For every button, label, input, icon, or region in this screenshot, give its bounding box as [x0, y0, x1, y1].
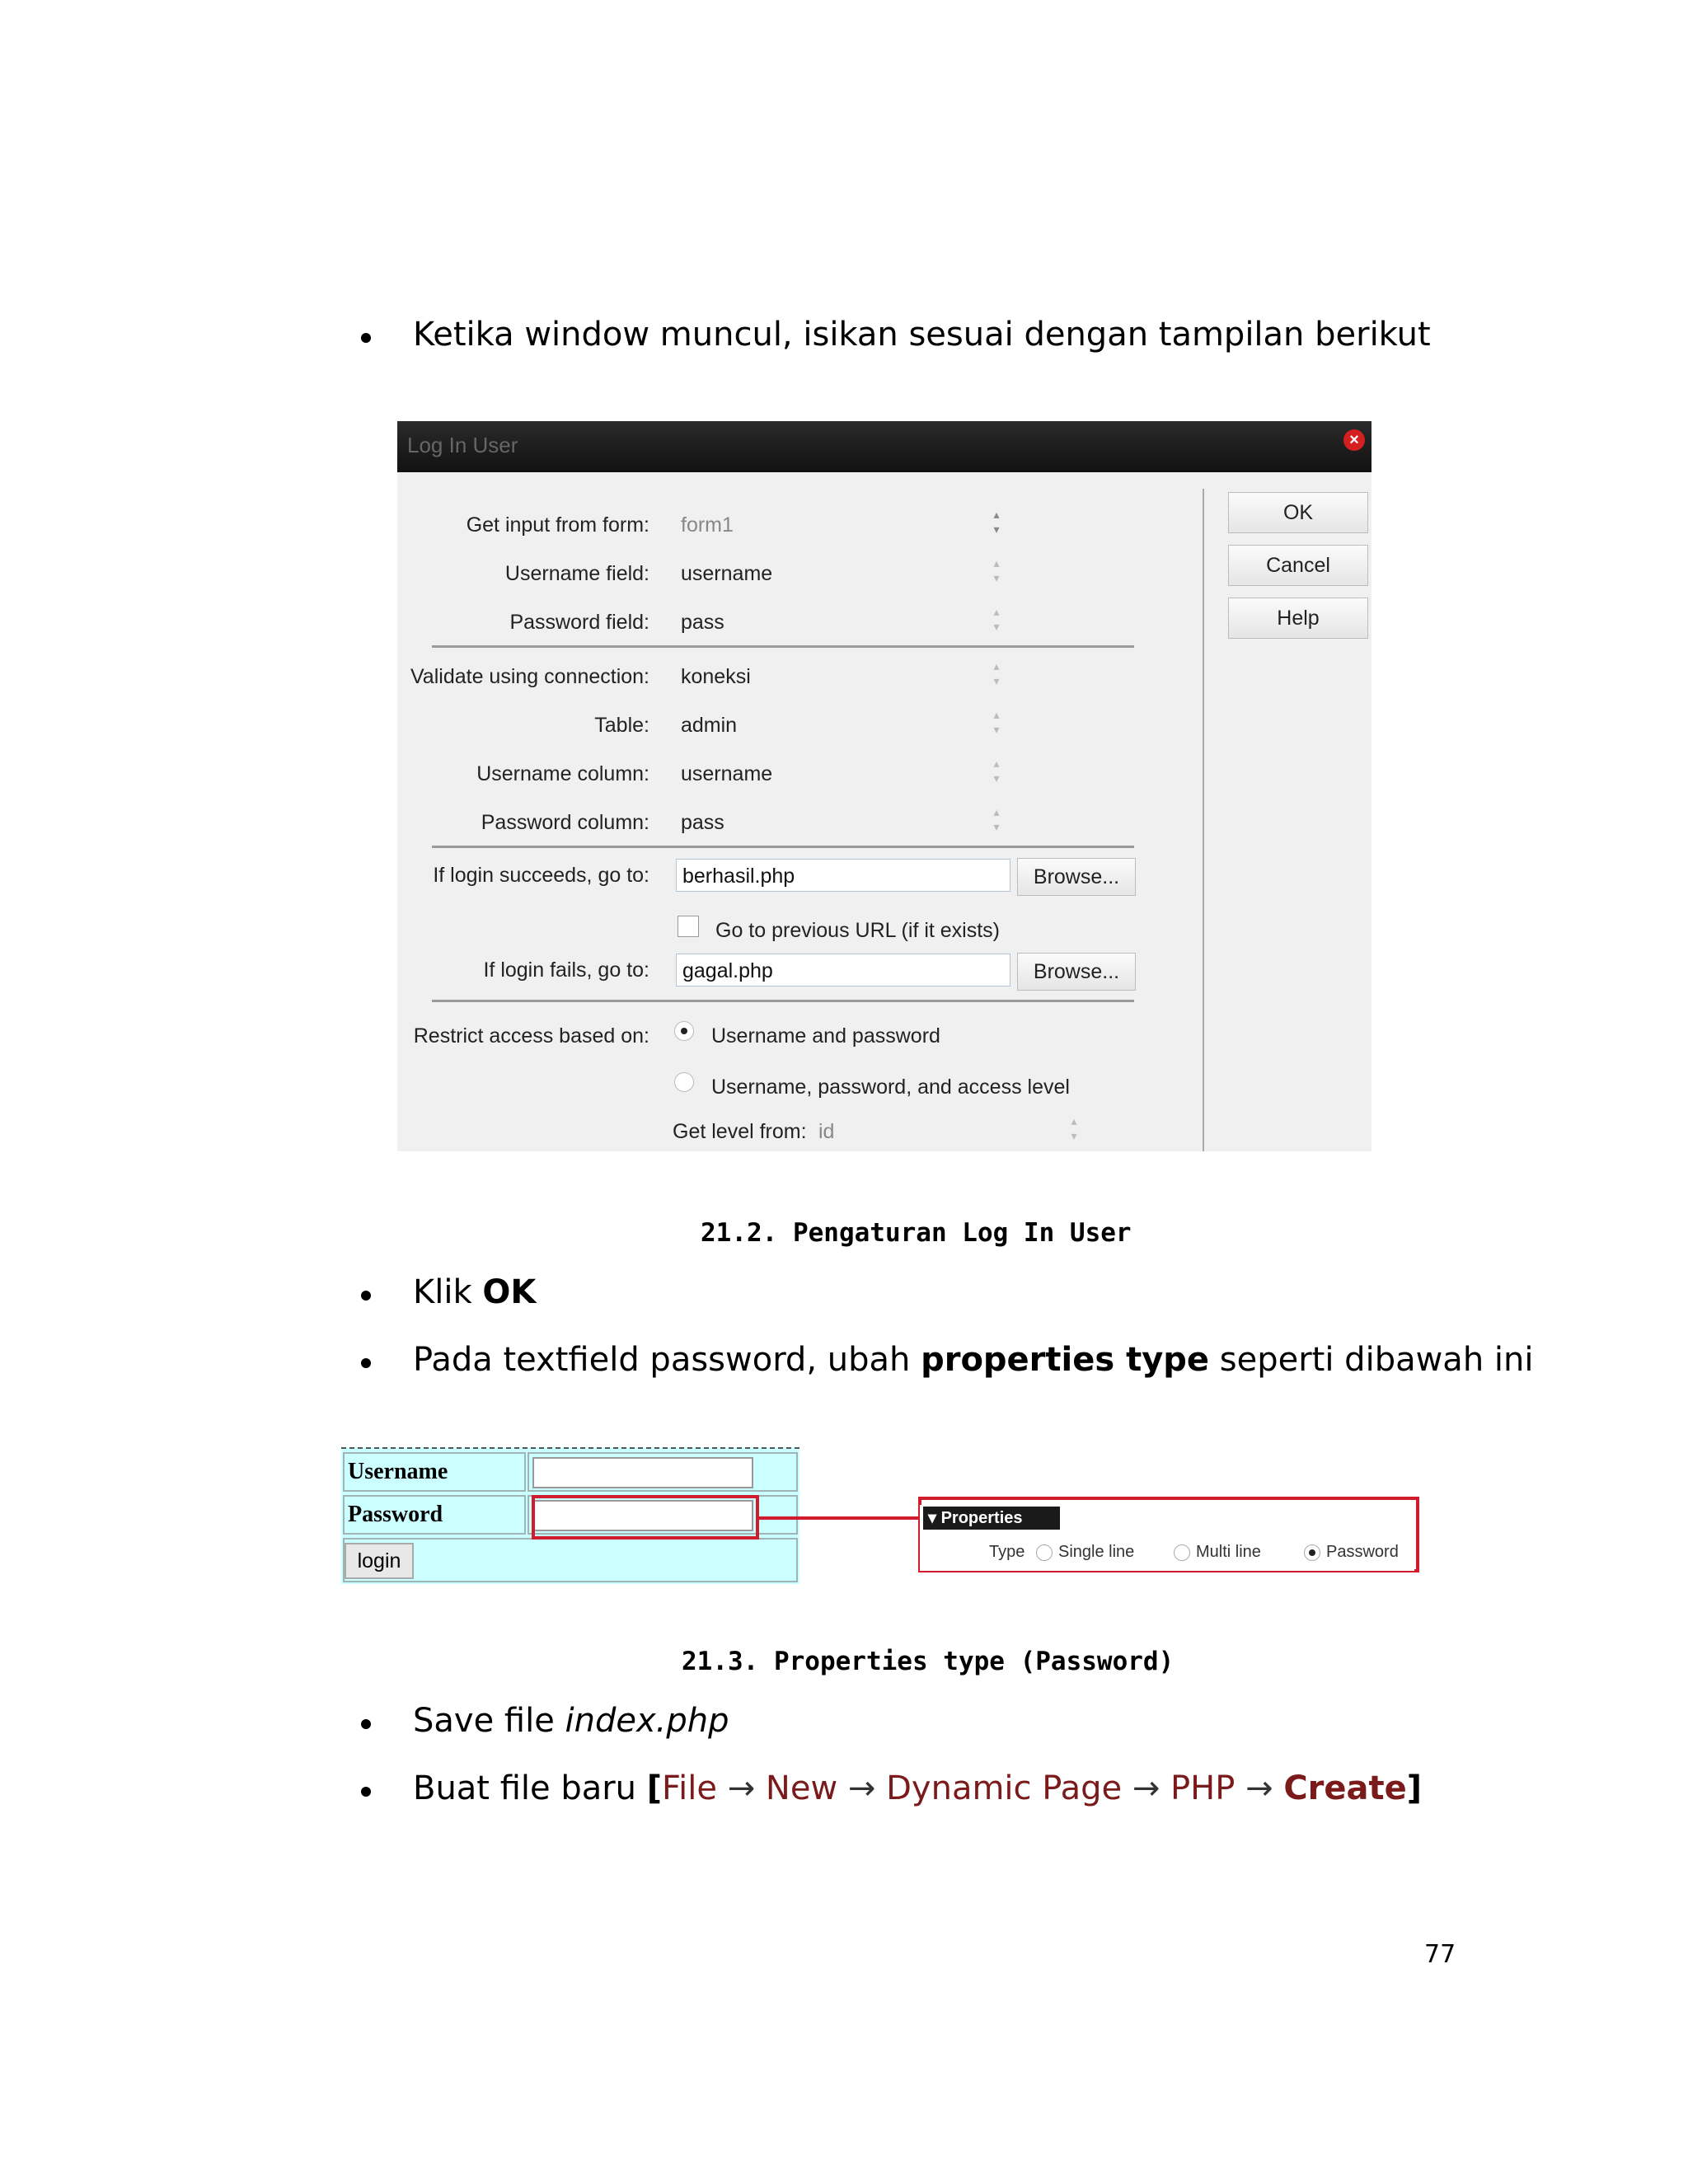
bullet-dot [361, 1291, 371, 1301]
value-password-column[interactable]: pass [681, 811, 724, 834]
label-previous-url: Go to previous URL (if it exists) [715, 919, 1001, 942]
properties-panel [920, 1505, 1414, 1571]
radio-username-password[interactable] [674, 1021, 694, 1041]
radio-single-line[interactable] [1036, 1544, 1053, 1561]
help-button[interactable]: Help [1228, 598, 1368, 639]
username-input[interactable] [532, 1457, 753, 1488]
vertical-divider [1203, 489, 1204, 1151]
connector-line [759, 1516, 921, 1520]
arrow-icon: → [1245, 1769, 1273, 1807]
success-url-input[interactable]: berhasil.php [676, 859, 1010, 892]
bracket-open: [ [646, 1769, 663, 1807]
dialog-titlebar [397, 421, 1372, 472]
page-number: 77 [1424, 1940, 1456, 1969]
bracket-close: ] [1406, 1769, 1423, 1807]
spinner-icon[interactable]: ▴ ▾ [993, 805, 1000, 833]
bullet-text [413, 1273, 537, 1311]
text-prefix: Pada textfield password, ubah [413, 1341, 921, 1379]
spinner-icon[interactable]: ▴ ▾ [993, 508, 1000, 536]
divider [432, 645, 1134, 648]
type-label: Type [989, 1543, 1025, 1561]
previous-url-checkbox[interactable] [678, 916, 699, 937]
bullet-text [413, 1341, 1534, 1379]
divider [432, 846, 1134, 848]
text-filename: index.php [565, 1702, 729, 1740]
ok-button[interactable]: OK [1228, 492, 1368, 533]
bullet-dot [361, 1787, 371, 1797]
text-prefix: Save file [413, 1702, 565, 1740]
label-password: Password [1326, 1543, 1399, 1561]
close-icon[interactable]: × [1343, 429, 1365, 451]
username-label: Username [348, 1459, 448, 1484]
spinner-icon[interactable]: ▴ ▾ [993, 556, 1000, 584]
spinner-icon[interactable]: ▴ ▾ [993, 605, 1000, 633]
text-prefix: Klik [413, 1273, 483, 1311]
arrow-icon: → [847, 1769, 876, 1807]
arrow-icon: → [727, 1769, 756, 1807]
bullet-dot [361, 333, 371, 343]
label-password-field: Password field: [509, 611, 649, 634]
figure-caption-2: 21.3. Properties type (Password) [682, 1647, 1175, 1676]
spinner-icon[interactable]: ▴ ▾ [1071, 1114, 1077, 1142]
bullet-dot [361, 1358, 371, 1368]
bullet-dot [361, 1719, 371, 1729]
label-username-column: Username column: [476, 762, 649, 785]
menu-new: New [765, 1769, 838, 1807]
login-user-dialog [397, 421, 1372, 1151]
highlight-password-field [532, 1495, 759, 1540]
menu-file: File [662, 1769, 717, 1807]
label-table: Table: [594, 714, 649, 737]
figure-caption-1: 21.2. Pengaturan Log In User [701, 1218, 1132, 1248]
browse-fail-button[interactable]: Browse... [1017, 953, 1136, 991]
cancel-button[interactable]: Cancel [1228, 545, 1368, 586]
label-password-column: Password column: [481, 811, 649, 834]
label-restrict-access: Restrict access based on: [413, 1024, 649, 1047]
label-login-succeeds: If login succeeds, go to: [433, 864, 649, 887]
arrow-icon: → [1132, 1769, 1160, 1807]
value-username-field[interactable]: username [681, 562, 773, 585]
value-form[interactable]: form1 [681, 513, 734, 537]
spinner-icon[interactable]: ▴ ▾ [993, 757, 1000, 785]
radio-access-level[interactable] [674, 1072, 694, 1092]
browse-success-button[interactable]: Browse... [1017, 858, 1136, 896]
label-multi-line: Multi line [1196, 1543, 1261, 1561]
menu-create: Create [1283, 1769, 1407, 1807]
dialog-title: Log In User [407, 433, 518, 457]
username-input-cell [528, 1452, 798, 1492]
menu-dynamic-page: Dynamic Page [886, 1769, 1123, 1807]
label-username-field: Username field: [504, 562, 649, 585]
text-suffix: seperti dibawah ini [1209, 1341, 1534, 1379]
bullet-text [413, 1702, 729, 1740]
label-access-level: Username, password, and access level [711, 1076, 1070, 1099]
label-get-level: Get level from: [673, 1120, 807, 1143]
label-get-input-form: Get input from form: [466, 513, 649, 537]
value-password-field[interactable]: pass [681, 611, 724, 634]
password-label: Password [348, 1502, 443, 1527]
login-button[interactable]: login [345, 1543, 414, 1579]
text-prefix: Buat file baru [413, 1769, 647, 1807]
label-username-password: Username and password [711, 1024, 940, 1047]
fail-url-input[interactable]: gagal.php [676, 954, 1010, 987]
divider [432, 1000, 1134, 1002]
value-connection[interactable]: koneksi [681, 665, 751, 688]
label-login-fails: If login fails, go to: [483, 958, 649, 982]
radio-multi-line[interactable] [1174, 1544, 1190, 1561]
text-bold: OK [482, 1273, 537, 1311]
value-username-column[interactable]: username [681, 762, 773, 785]
password-label-cell [343, 1495, 526, 1535]
properties-header[interactable]: ▾ Properties [923, 1507, 1060, 1530]
spinner-icon[interactable]: ▴ ▾ [993, 659, 1000, 687]
label-single-line: Single line [1058, 1543, 1135, 1561]
spinner-icon[interactable]: ▴ ▾ [993, 708, 1000, 736]
bullet-text: Ketika window muncul, isikan sesuai dengan tampilan berikut [413, 316, 1431, 354]
value-level[interactable]: id [818, 1120, 835, 1143]
bullet-text [413, 1769, 1423, 1807]
radio-password[interactable] [1304, 1544, 1320, 1561]
value-table[interactable]: admin [681, 714, 738, 737]
username-label-cell [343, 1452, 526, 1492]
menu-php: PHP [1170, 1769, 1236, 1807]
text-bold: properties type [921, 1341, 1210, 1379]
label-validate-connection: Validate using connection: [410, 665, 649, 688]
